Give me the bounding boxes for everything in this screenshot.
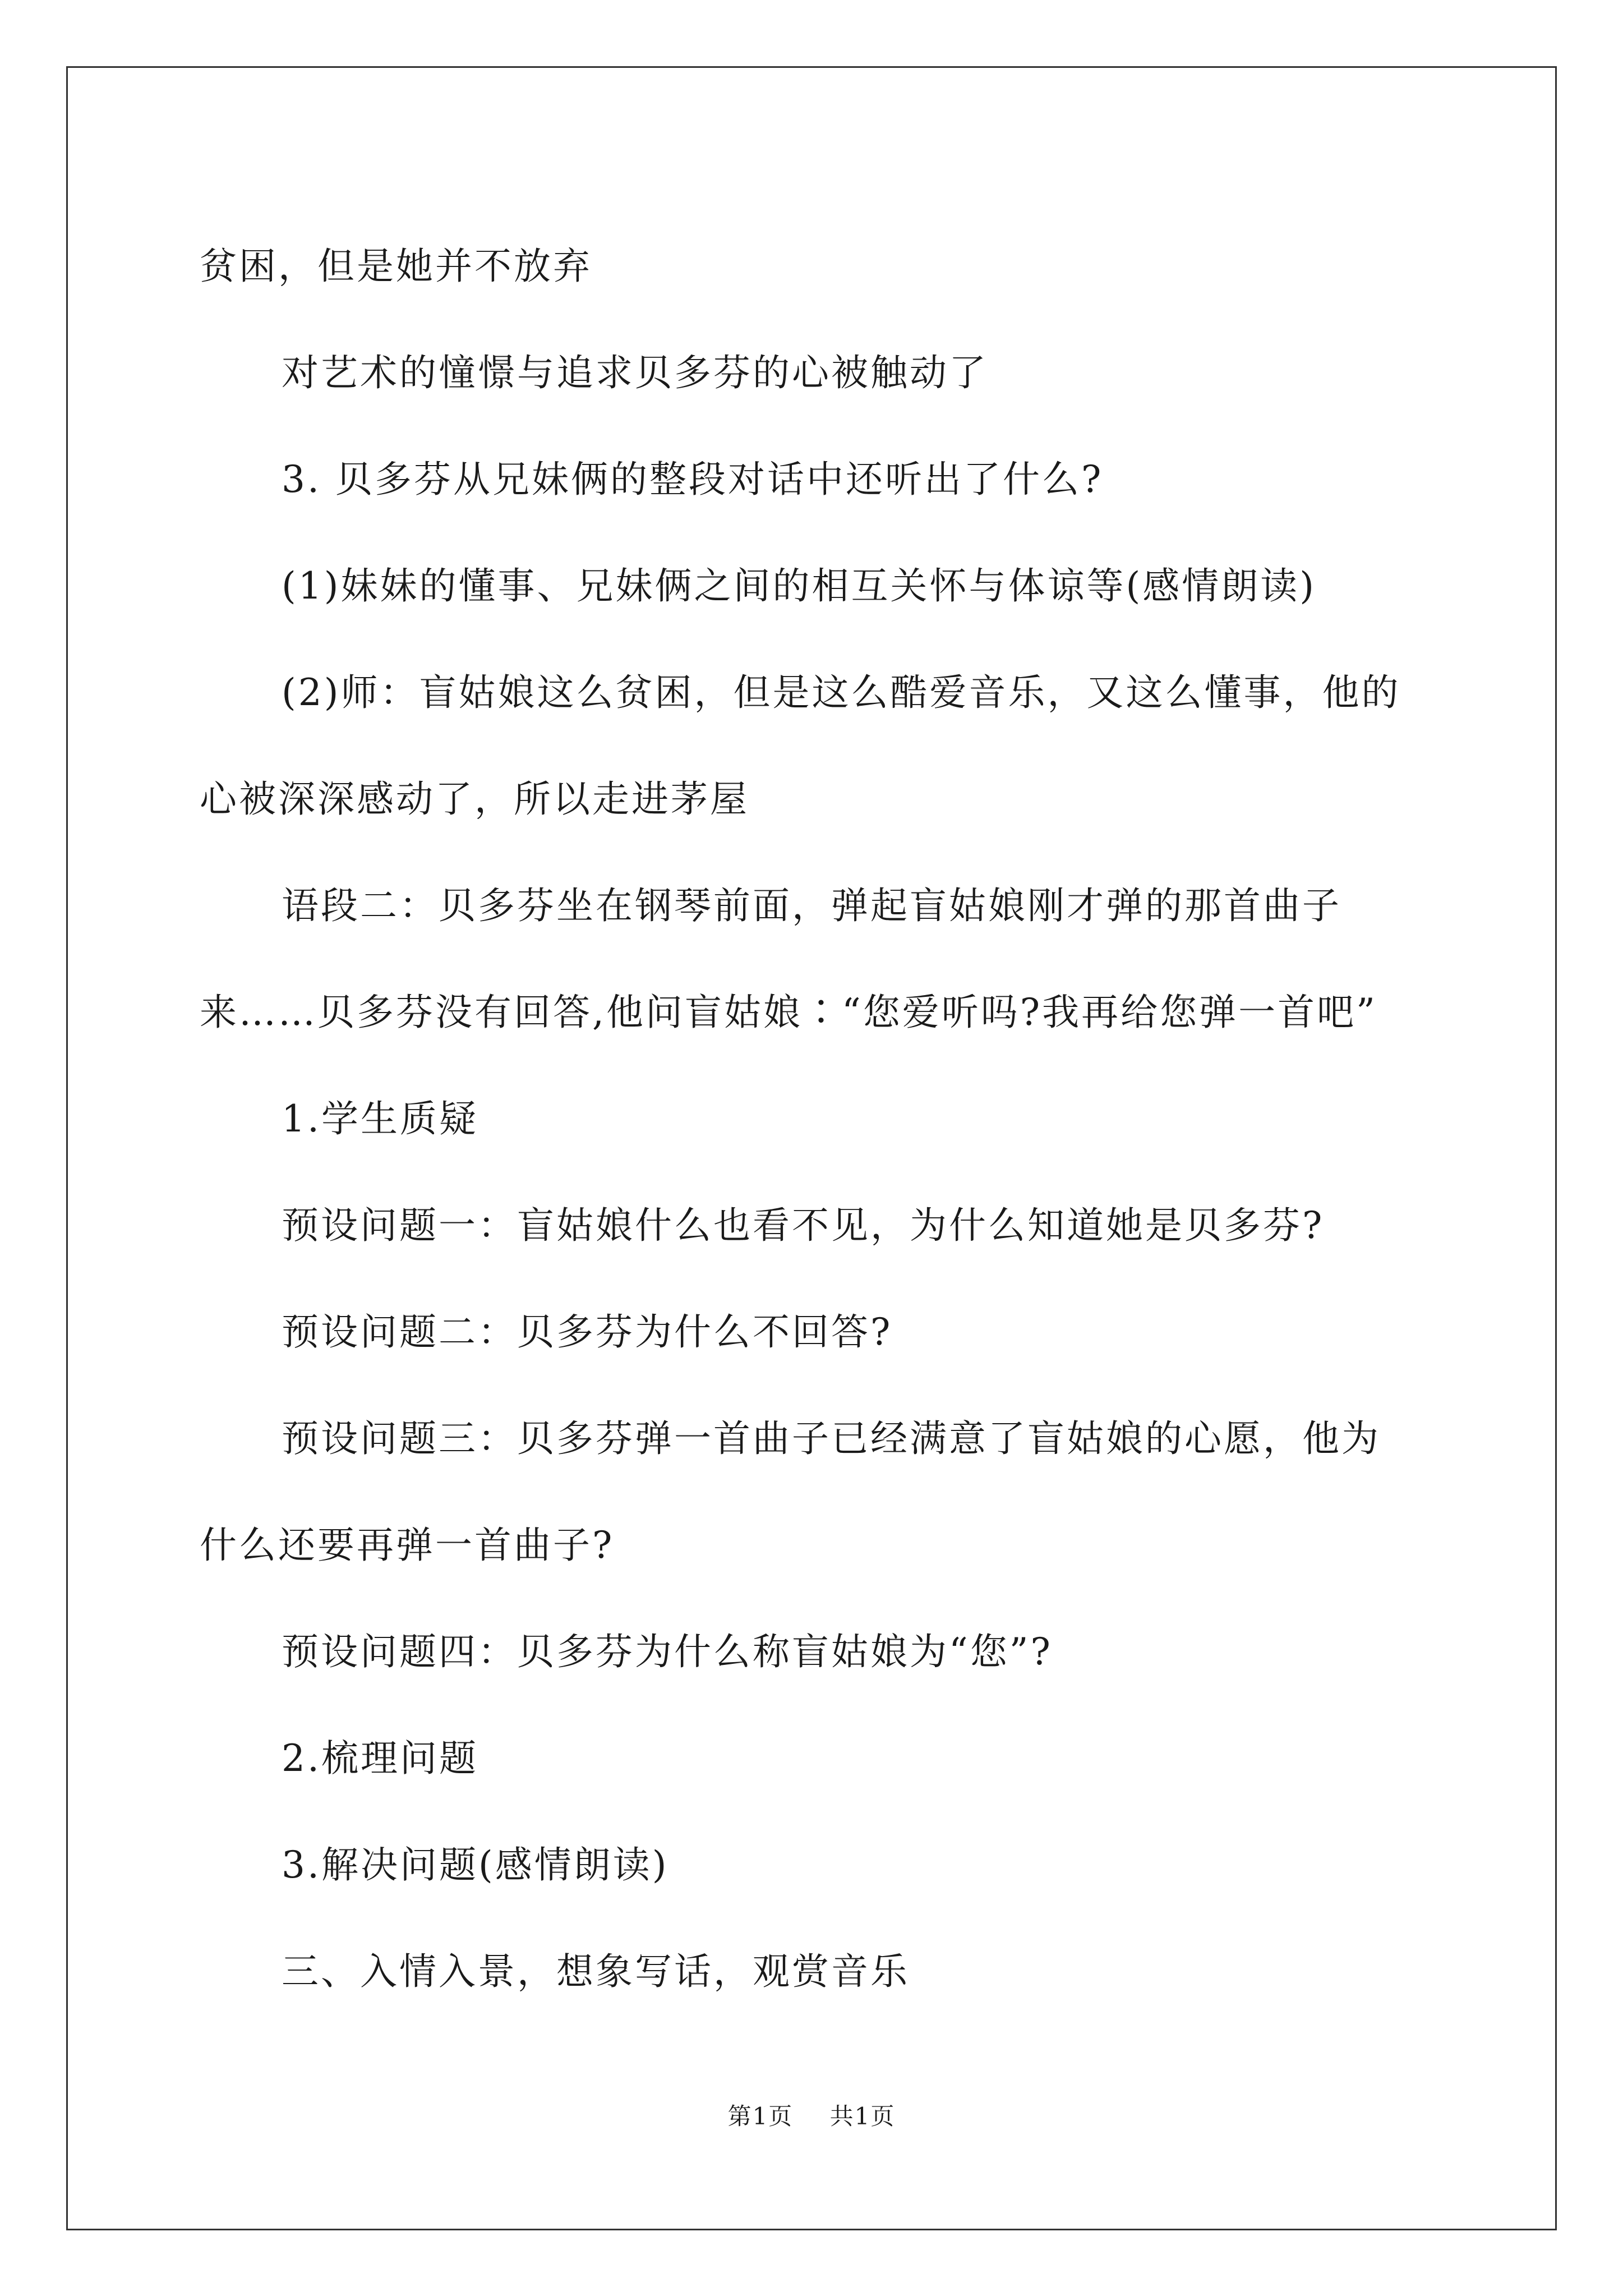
text-line: 1.学生质疑: [282, 1097, 478, 1140]
document-body: [200, 213, 1433, 2025]
text-line: 3. 贝多芬从兄妹俩的整段对话中还听出了什么?: [282, 458, 1104, 501]
text-line: 预设问题四：贝多芬为什么称盲姑娘为“您”?: [282, 1630, 1053, 1673]
page-number-current: 第1页: [727, 2102, 794, 2130]
text-line: 语段二：贝多芬坐在钢琴前面，弹起盲姑娘刚才弹的那首曲子: [282, 884, 1341, 927]
text-line: (2)师：盲姑娘这么贫困，但是这么酷爱音乐，又这么懂事，他的: [282, 671, 1401, 714]
text-line: 预设问题二：贝多芬为什么不回答?: [282, 1310, 893, 1354]
text-line: 什么还要再弹一首曲子?: [200, 1524, 615, 1567]
text-line: 3.解决问题(感情朗读): [282, 1843, 669, 1887]
text-line: (1)妹妹的懂事、兄妹俩之间的相互关怀与体谅等(感情朗读): [282, 564, 1316, 608]
page-number-total: 共1页: [829, 2102, 896, 2130]
text-line: 来……贝多芬没有回答,他问盲姑娘∶“您爱听吗?我再给您弹一首吧”: [200, 991, 1377, 1034]
text-line: 预设问题三：贝多芬弹一首曲子已经满意了盲姑娘的心愿，他为: [282, 1417, 1381, 1460]
text-line: 心被深深感动了，所以走进茅屋: [200, 777, 749, 821]
text-line: 对艺术的憧憬与追求贝多芬的心被触动了: [282, 351, 988, 394]
text-line: 贫困，但是她并不放弃: [200, 245, 592, 288]
page-footer: [0, 2098, 1623, 2132]
text-line: 三、入情入景，想象写话，观赏音乐: [282, 1950, 910, 1993]
text-line: 2.梳理问题: [282, 1737, 478, 1780]
text-line: 预设问题一：盲姑娘什么也看不见，为什么知道她是贝多芬?: [282, 1204, 1325, 1247]
